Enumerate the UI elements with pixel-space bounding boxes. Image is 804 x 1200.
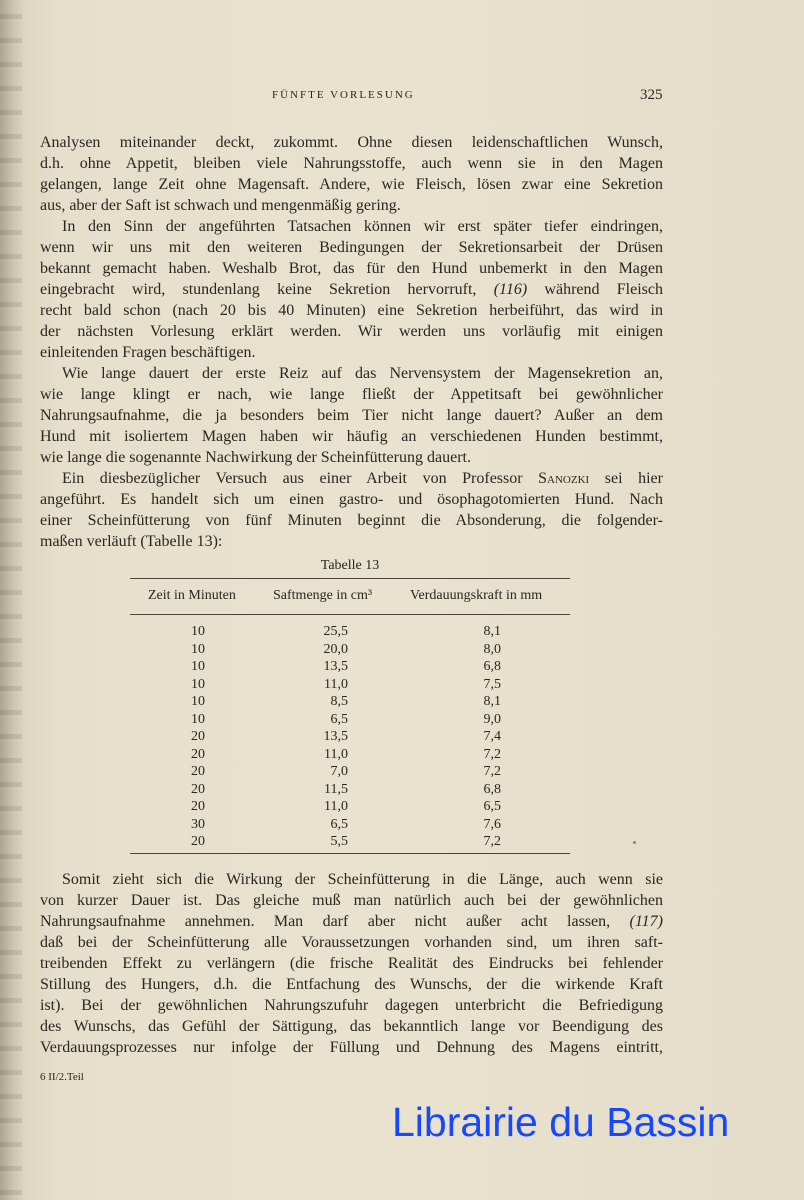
table-cell: 6,5	[483, 799, 501, 814]
table-cell: 8,5	[330, 694, 348, 709]
text-line: treibenden Effekt zu verlängern (die frische Realität des Eindrucks bei fehlender	[40, 955, 663, 972]
lower-body-text	[40, 869, 663, 1058]
table-cell: 8,0	[483, 641, 501, 657]
text-line: d.h. ohne Appetit, bleiben viele Nahrungsstoffe, auch wenn sie in den Magen	[40, 155, 663, 172]
text-line: wie lange die sogenannte Nachwirkung der Scheinfütterung dauert.	[40, 449, 471, 466]
text-line: Wie lange dauert der erste Reiz auf das Nervensystem der Magensekretion an,	[62, 365, 663, 382]
table-row	[130, 693, 570, 711]
text-line: Verdauungsprozesses nur infolge der Füllung und Dehnung des Magens eintritt,	[40, 1039, 663, 1056]
text-line: Analysen miteinander deckt, zukommt. Ohne diesen leidenschaftlichen Wunsch,	[40, 134, 663, 151]
text-line: eingebracht wird, stundenlang keine Sekretion hervorruft, (116) während Fleisch	[40, 281, 663, 298]
binding-gutter	[0, 0, 22, 1200]
table-top-rule	[130, 578, 570, 579]
table-cell: 7,6	[483, 816, 501, 832]
table-cell: 7,0	[330, 764, 348, 779]
table-cell: 11,5	[324, 781, 348, 797]
table-row	[130, 641, 570, 659]
text-line: Nahrungsaufnahme, die ja besonders beim Tier nicht lange dauert? Außer an dem	[40, 407, 663, 424]
column-header-time: Zeit in Minuten	[148, 588, 236, 603]
table-row	[130, 763, 570, 781]
table-row	[130, 816, 570, 834]
table-body	[130, 623, 570, 851]
table-cell: 11,0	[324, 799, 348, 814]
table-cell: 10	[191, 659, 205, 674]
text-line: maßen verläuft (Tabelle 13):	[40, 533, 223, 550]
table-cell: 7,4	[483, 729, 501, 744]
column-header-volume: Saftmenge in cm³	[273, 588, 373, 603]
text-line: aus, aber der Saft ist schwach und mengenmäßig gering.	[40, 197, 401, 214]
text-line: des Wunschs, das Gefühl der Sättigung, das bekanntlich lange vor Beendigung des	[40, 1018, 663, 1035]
table-cell: 20,0	[323, 641, 348, 657]
table-caption: Tabelle 13	[320, 558, 380, 573]
text-line: In den Sinn der angeführten Tatsachen können wir erst später tiefer eindringen,	[62, 218, 663, 235]
running-title: FÜNFTE VORLESUNG	[272, 89, 415, 101]
table-row	[130, 781, 570, 799]
table-cell: 6,8	[483, 659, 501, 674]
text-line: bekannt gemacht haben. Weshalb Brot, das für den Hund unbemerkt in den Magen	[40, 260, 663, 277]
table-cell: 30	[191, 816, 205, 832]
table-cell: 7,2	[483, 834, 501, 849]
text-line: Ein diesbezüglicher Versuch aus einer Arbeit von Professor Sanozki sei hier	[62, 470, 663, 487]
table-cell: 20	[191, 729, 205, 744]
table-cell: 7,5	[483, 676, 501, 692]
table-cell: 20	[191, 781, 205, 797]
table-header-rule	[130, 614, 570, 615]
column-header-digestive-power: Verdauungskraft in mm	[410, 588, 543, 603]
text-line: daß bei der Scheinfütterung alle Voraussetzungen vorhanden sind, um ihren saft-	[40, 934, 663, 951]
table-cell: 20	[191, 764, 205, 779]
text-line: der nächsten Vorlesung erklärt werden. Wir werden uns vorläufig mit einigen	[40, 323, 663, 340]
table-cell: 9,0	[483, 711, 501, 727]
table-cell: 20	[191, 834, 205, 849]
table-cell: 7,2	[483, 764, 501, 779]
table-cell: 6,5	[330, 711, 348, 727]
table-cell: 11,0	[324, 676, 348, 692]
text-line: recht bald schon (nach 20 bis 40 Minuten) eine Sekretion herbeiführt, das wird in	[40, 302, 663, 319]
table-row	[130, 798, 570, 816]
page-number: 325	[640, 87, 663, 103]
watermark: Librairie du Bassin	[392, 1099, 730, 1145]
text-line: Stillung des Hungers, d.h. die Entfachung des Wunschs, der die wirkende Kraft	[40, 976, 663, 993]
table-row	[130, 676, 570, 694]
table-row	[130, 623, 570, 641]
table-cell: 10	[191, 641, 205, 657]
text-line: Nahrungsaufnahme annehmen. Man darf aber nicht außer acht lassen, (117)	[40, 913, 663, 930]
table-cell: 10	[191, 711, 205, 727]
table-cell: 6,5	[330, 816, 348, 832]
table-cell: 11,0	[324, 746, 348, 762]
table-cell: 10	[191, 694, 205, 709]
table-cell: 20	[191, 746, 205, 762]
table-cell: 25,5	[323, 624, 348, 639]
upper-body-text	[40, 132, 663, 552]
speck	[633, 841, 636, 844]
table-cell: 8,1	[483, 624, 501, 639]
table-cell: 7,2	[483, 746, 501, 762]
table-cell: 5,5	[330, 834, 348, 849]
text-line: Somit zieht sich die Wirkung der Scheinfütterung in die Länge, auch wenn sie	[62, 871, 663, 888]
table-row	[130, 746, 570, 764]
table-row	[130, 658, 570, 676]
table-cell: 6,8	[483, 781, 501, 797]
table-row	[130, 711, 570, 729]
text-line: wenn wir uns mit den weiteren Bedingungen der Sekretionsarbeit der Drüsen	[40, 239, 663, 256]
printer-signature: 6 II/2.Teil	[40, 1071, 84, 1083]
table-cell: 10	[191, 676, 205, 692]
table-bottom-rule	[130, 853, 570, 854]
text-line: ist). Bei der gewöhnlichen Nahrungszufuhr dagegen unterbricht die Befriedigung	[40, 997, 663, 1014]
table-cell: 10	[191, 624, 205, 639]
text-line: von kurzer Dauer ist. Das gleiche muß man natürlich auch bei der gewöhnlichen	[40, 892, 663, 909]
text-line: einer Scheinfütterung von fünf Minuten beginnt die Absonderung, die folgender-	[40, 512, 663, 529]
table-row	[130, 833, 570, 851]
table-cell: 13,5	[323, 659, 348, 674]
table-cell: 8,1	[483, 694, 501, 709]
text-line: einleitenden Fragen beschäftigen.	[40, 344, 256, 361]
table-row	[130, 728, 570, 746]
text-line: Hund mit isoliertem Magen haben wir häufig an verschiedenen Hunden bestimmt,	[40, 428, 663, 445]
table-cell: 20	[191, 799, 205, 814]
text-line: wie lange klingt er nach, wie lange fließt der Appetitsaft bei gewöhnlicher	[40, 386, 663, 403]
table-cell: 13,5	[323, 729, 348, 744]
text-line: gelangen, lange Zeit ohne Magensaft. Andere, wie Fleisch, lösen zwar eine Sekretion	[40, 176, 663, 193]
text-line: angeführt. Es handelt sich um einen gastro- und ösophagotomierten Hund. Nach	[40, 491, 663, 508]
